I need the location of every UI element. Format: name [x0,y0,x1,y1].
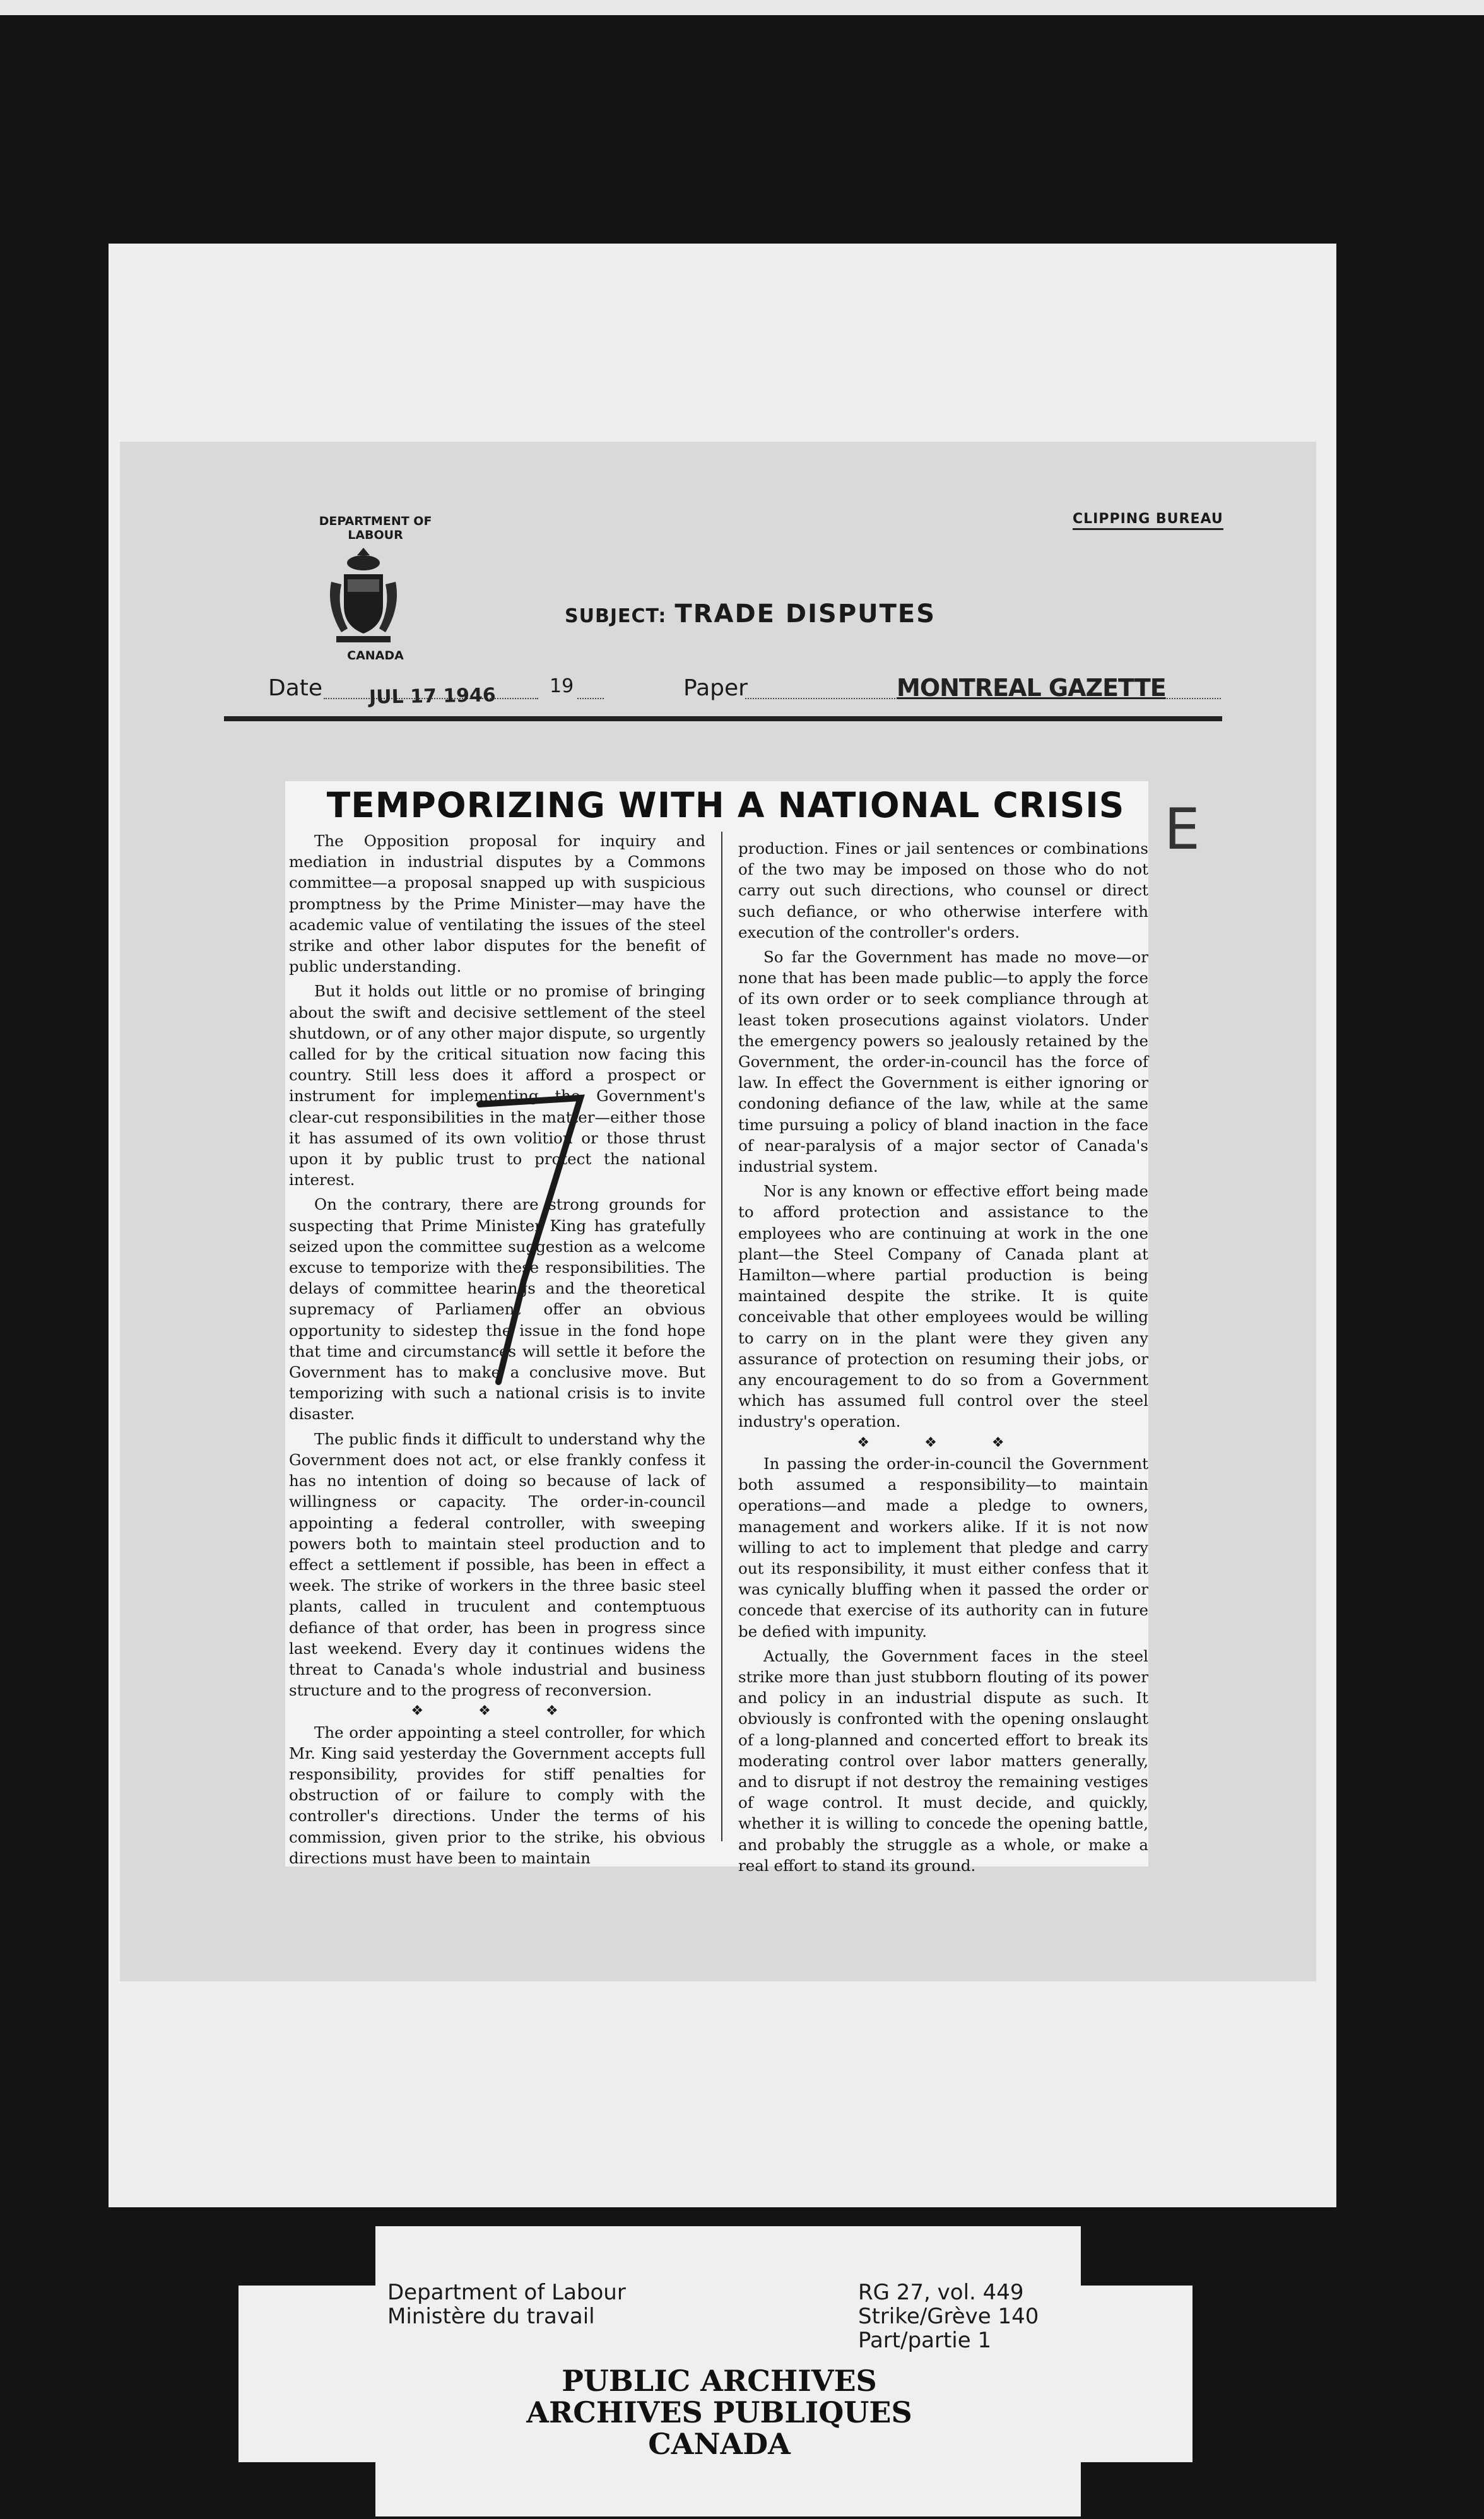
archive-label-wing-right [1066,2286,1192,2462]
handwritten-mark [454,1092,593,1388]
subject-line [565,599,936,628]
article-column-right [738,838,1148,1876]
date-paper-line [268,674,1221,709]
date-label: Date [268,675,323,701]
archive-dept-fr: Ministère du travail [387,2304,595,2329]
archives-line-fr: ARCHIVES PUBLIQUES [526,2395,912,2429]
archive-label-wing-left [238,2286,390,2462]
year-suffix: 19 [550,675,574,697]
subject-label: SUBJECT: [565,605,667,627]
header-rule [224,716,1222,721]
public-archives-stamp [404,2365,1035,2460]
archive-dept-en: Department of Labour [387,2280,626,2305]
subject-value: TRADE DISPUTES [674,599,936,628]
article-paragraph: The Opposition proposal for inquiry and mediation in industrial disputes by a Commons committee—a proposal snapped up with suspicious promptness by the Prime Minister—may have the academic value of ventilating the issues of the steel strike and other labor disputes for the benefit of public understanding. [289,832,705,976]
department-label: DEPARTMENT OF LABOUR [319,514,432,542]
article-paragraph: So far the Government has made no move—or none that has been made public—to apply the force of its own order or to seek compliance through at least token prosecutions against violators. Under the emergency powers so jealously retained by the Government, the order-in-council has the force of law. In effect the Government is either ignoring or condoning defiance of the law, while at the same time pursuing a policy of bland inaction in the face of near-paralysis of a major sector of Canada's industrial system. [738,948,1148,1176]
article-paragraph: Nor is any known or effective effort being made to afford protection and assistance to the employees who are continuing at work in the one plant—the Steel Company of Canada plant at Hamilton—where partial production is being maintained despite the strike. It is quite conceivable that other employees would be willing to carry on in the plant were they given any assurance of protection on resuming their jobs, or any encouragement to do so from a Government which has assumed full control over the steel industry's operation. [738,1182,1148,1431]
margin-note: E [1164,796,1200,863]
section-ornament: ❖ ❖ ❖ [411,1703,584,1720]
archive-ref-part: Part/partie 1 [858,2328,992,2353]
column-divider [721,832,722,1841]
paper-stamp: MONTREAL GAZETTE [897,674,1166,702]
year-field [577,674,604,699]
article-paragraph: The public finds it difficult to understand why the Government does not act, or else frankly confess it has no intention of doing so because of lack of willingness or capacity. The order-in-council appointing a federal controller, with sweeping powers both to maintain steel production and to effect a settlement if possible, has been in effect a week. The strike of workers in the three basic steel plants, called in truculent and contemptuous defiance of that order, has been in progress since last weekend. Every day it continues widens the threat to Canada's whole industrial and business structure and to the progress of reconversion. [289,1429,705,1700]
film-frame-edge [0,0,1484,15]
country-label: CANADA [347,649,404,663]
clipping-bureau-label: CLIPPING BUREAU [1073,511,1223,530]
article-paragraph: production. Fines or jail sentences or combinations of the two may be imposed on those who do not carry out such directions, who counsel or direct such defiance, or who otherwise interfere with execution of the controller's orders. [738,839,1148,941]
date-stamp: JUL 17 1946 [368,684,497,709]
archives-line-country: CANADA [648,2427,791,2461]
archive-ref-volume: RG 27, vol. 449 [858,2280,1024,2305]
article-paragraph: In passing the order-in-council the Government both assumed a responsibility—to maintain operations—and made a pledge to owners, management and workers alike. If it is not now willing to act to implement that pledge and carry out its responsibility, it must either confess that it was cynically bluffing when it passed the order or concede that exercise of its authority can in future be defied with impunity. [738,1454,1148,1641]
archives-line-en: PUBLIC ARCHIVES [562,2364,877,2398]
section-ornament: ❖ ❖ ❖ [857,1434,1030,1451]
article-paragraph: The order appointing a steel controller, for which Mr. King said yesterday the Government accepts full responsibility, provides for stiff penalties for obstruction of or failure to comply with the controller's directions. Under the terms of his commission, given prior to the strike, his obvious directions must have been to maintain [289,1723,705,1867]
article-paragraph: On the contrary, there are strong grounds for suspecting that Prime Minister King has gratefully seized upon the committee suggestion as a welcome excuse to temporize with these responsibilities. The delays of committee hearings and the theoretical supremacy of Parliament offer an obvious opportunity to sidestep the issue in the fond hope that time and circumstances will settle it before the Government has to make a conclusive move. But temporizing with such a national crisis is to invite disaster. [289,1195,705,1424]
coat-of-arms-icon [325,544,402,645]
article-headline: TEMPORIZING WITH A NATIONAL CRISIS [326,785,1125,825]
archive-ref-strike: Strike/Grève 140 [858,2304,1039,2329]
article-paragraph: Actually, the Government faces in the steel strike more than just stubborn flouting of its power and policy in an industrial dispute as such. It obviously is confronted with the opening onslaught of a long-planned and concerted effort to break its moderating control over labor matters generally, and to disrupt if not destroy the remaining vestiges of wage control. It must decide, and quickly, whether it is willing to concede the opening battle, and probably the struggle as a whole, or make a real effort to stand its ground. [738,1646,1148,1875]
article-paragraph: But it holds out little or no promise of bringing about the swift and decisive settlement of the steel shutdown, or of any other major dispute, so urgently called for by the critical situation now facing this country. Still less does it afford a prospect or instrument for implementing the Government's clear-cut responsibilities in the matter—either those it has assumed of its own volition or those thrust upon it by public trust to protect the national interest. [289,982,705,1189]
paper-label: Paper [683,675,748,701]
